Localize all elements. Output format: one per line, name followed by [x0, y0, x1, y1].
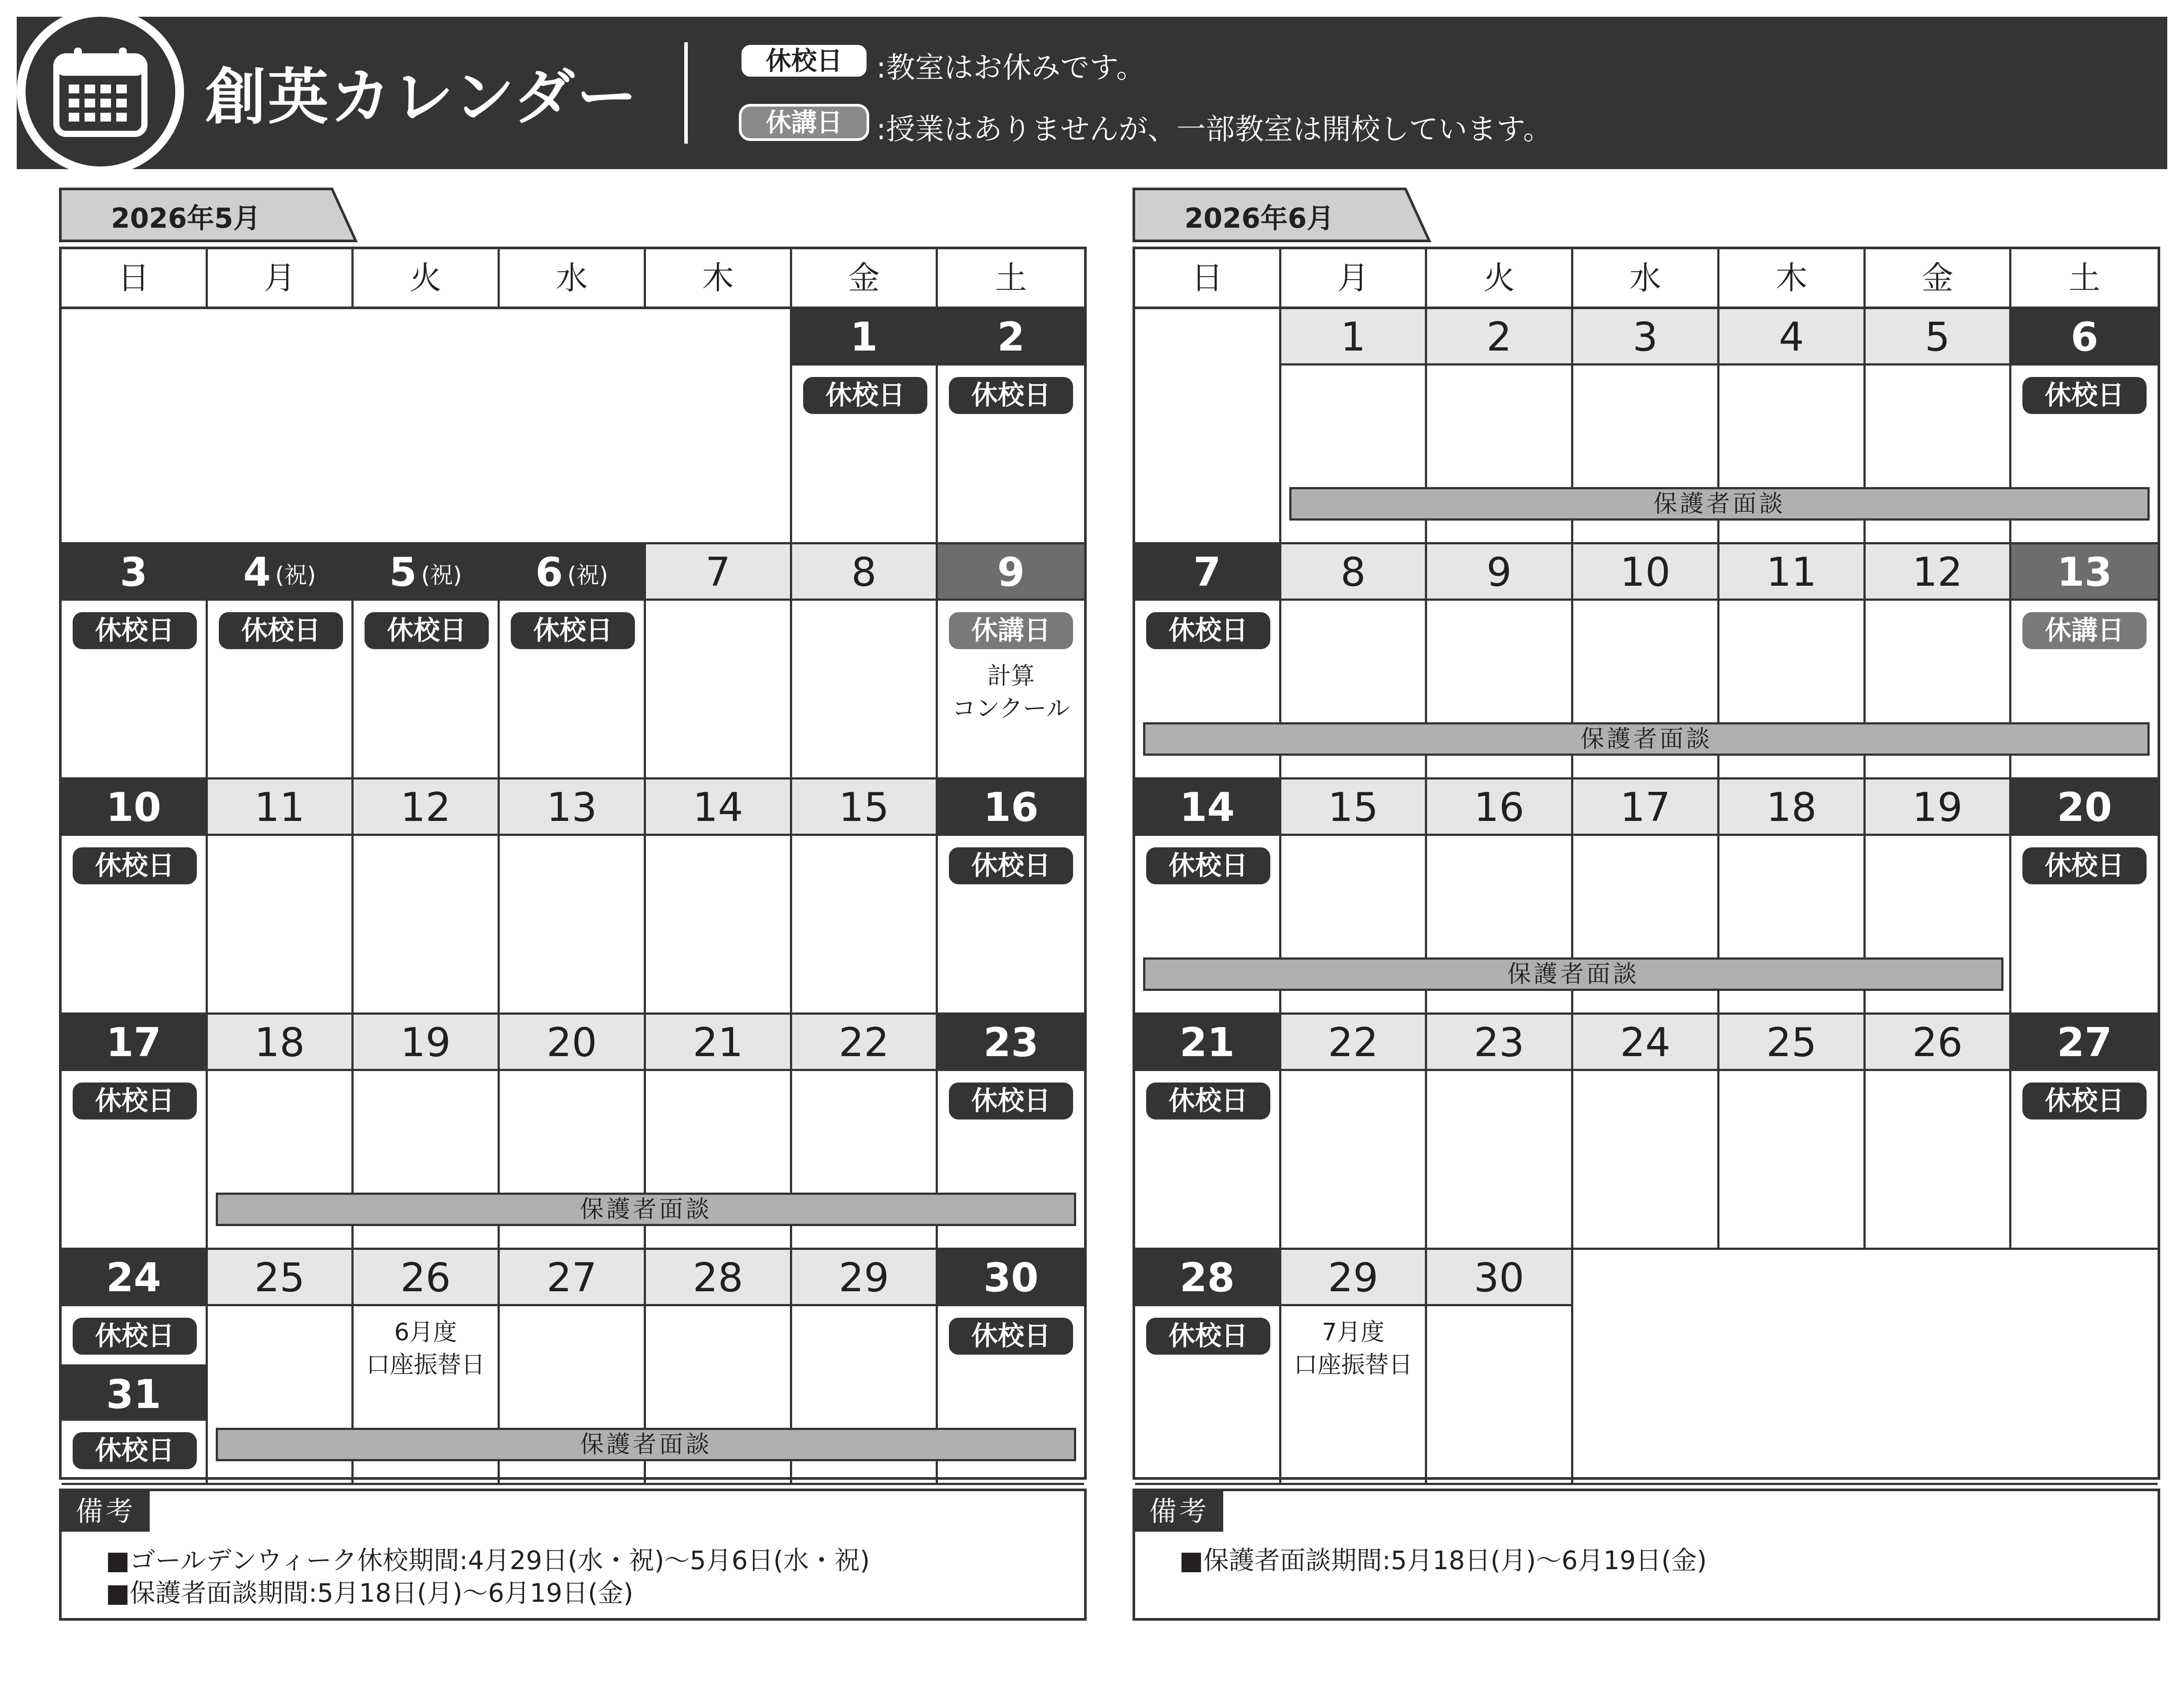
day-number	[792, 309, 936, 366]
cell-note: 口座振替日	[366, 1351, 485, 1378]
day-number-text: 8	[851, 549, 877, 595]
parent-meeting-bar: 保護者面談	[1289, 487, 2150, 521]
day-number	[1866, 544, 2009, 601]
empty-day-area	[1135, 309, 1281, 544]
day-number	[1719, 1015, 1863, 1071]
calendar-grid-june	[1133, 247, 2160, 1480]
day-cell[interactable]	[1427, 1015, 1573, 1250]
day-number-text: 13	[2057, 549, 2112, 595]
day-cell[interactable]	[208, 544, 354, 780]
day-number	[1135, 1015, 1279, 1071]
day-cell[interactable]	[938, 309, 1084, 544]
day-number-text: 22	[838, 1020, 889, 1066]
day-cell[interactable]	[62, 780, 208, 1015]
day-number-text: 27	[2057, 1020, 2112, 1066]
weekday-label: 火	[1427, 249, 1573, 307]
day-number	[500, 1250, 644, 1306]
closed-badge: 休校日	[2022, 1083, 2147, 1120]
day-number-text: 27	[546, 1255, 597, 1301]
day-number-text: 2	[1486, 314, 1512, 360]
day-number-text: 22	[1328, 1020, 1379, 1066]
day-number	[1719, 780, 1863, 836]
day-number-text: 18	[254, 1020, 305, 1066]
cell-note: 6月度	[394, 1318, 457, 1346]
day-cell[interactable]	[938, 780, 1084, 1015]
day-number	[62, 1015, 206, 1071]
day-number-text: 4	[1778, 314, 1804, 360]
weekday-label: 木	[1719, 249, 1866, 307]
day-number-text: 8	[1340, 549, 1366, 595]
day-cell[interactable]	[62, 544, 208, 780]
weekday-header-row	[1135, 249, 2158, 309]
closed-badge: 休校日	[1146, 612, 1270, 649]
calendar-grid-may	[59, 247, 1087, 1480]
day-number-text: 21	[1179, 1020, 1235, 1066]
legend-badge-closed: 休校日	[739, 42, 869, 79]
day-cell[interactable]	[938, 544, 1084, 780]
day-number	[938, 544, 1084, 601]
weekday-label: 土	[995, 259, 1027, 296]
weekday-header-row	[62, 249, 1084, 309]
day-cell[interactable]	[500, 544, 646, 780]
parent-meeting-bar: 保護者面談	[216, 1193, 1076, 1226]
day-number-text: 16	[1474, 784, 1524, 831]
day-cell[interactable]	[62, 1250, 208, 1485]
day-number-text: 6	[2070, 314, 2099, 360]
day-number-text: 11	[254, 784, 305, 831]
day-number-text: 20	[2057, 784, 2112, 831]
month-tab-may	[59, 188, 358, 242]
day-number	[938, 1250, 1084, 1306]
day-number-text: 13	[546, 784, 597, 831]
closed-badge: 休校日	[73, 612, 197, 649]
day-number	[1427, 309, 1571, 366]
day-number	[2011, 1015, 2158, 1071]
no-lecture-badge: 休講日	[949, 612, 1073, 649]
weekday-label: 木	[646, 249, 792, 307]
day-number	[1866, 780, 2009, 836]
month-tab-june	[1133, 188, 1432, 242]
cell-note: 口座振替日	[1294, 1351, 1413, 1378]
day-number	[354, 780, 498, 836]
day-cell[interactable]	[1866, 1015, 2011, 1250]
closed-badge: 休校日	[73, 847, 197, 884]
legend-text-no-lecture: :授業はありませんが、一部教室は開校しています。	[876, 112, 1552, 146]
day-number-text: 23	[1474, 1020, 1524, 1066]
day-number	[1135, 1250, 1279, 1306]
day-number-text: 14	[1179, 784, 1235, 831]
closed-badge: 休校日	[803, 377, 927, 414]
month-label: 2026年6月	[1184, 202, 1334, 234]
day-cell[interactable]	[792, 309, 938, 544]
day-number-text: 10	[1620, 549, 1671, 595]
day-number	[1866, 1015, 2009, 1071]
national-holiday-mark: (祝)	[275, 562, 316, 589]
day-number-text: 2	[997, 314, 1025, 360]
weekday-label: 月	[208, 249, 354, 307]
day-cell[interactable]	[1573, 1015, 1719, 1250]
day-number-text: 23	[983, 1020, 1039, 1066]
day-number	[1281, 544, 1425, 601]
day-number	[1427, 1250, 1571, 1306]
empty-day-area	[1573, 1250, 2158, 1485]
day-number-text: 17	[1620, 784, 1671, 831]
day-number	[2011, 780, 2158, 836]
day-number	[646, 1250, 790, 1306]
day-cell[interactable]	[354, 780, 500, 1015]
national-holiday-mark: (祝)	[567, 562, 609, 589]
notes-line: ■ゴールデンウィーク休校期間:4月29日(水・祝)〜5月6日(水・祝)	[106, 1545, 870, 1575]
day-cell[interactable]	[792, 544, 938, 780]
day-cell[interactable]	[2011, 780, 2158, 1015]
day-number	[354, 1015, 498, 1071]
notes-box-june	[1133, 1489, 2160, 1621]
day-number	[792, 544, 936, 601]
calendar-icon	[53, 45, 148, 137]
day-number-text: 4	[243, 549, 271, 595]
day-number	[500, 544, 644, 601]
day-cell[interactable]	[1719, 1015, 1866, 1250]
day-number	[2011, 544, 2158, 601]
day-number-text: 25	[1766, 1020, 1817, 1066]
day-number	[500, 1015, 644, 1071]
day-number	[646, 544, 790, 601]
day-number	[938, 1015, 1084, 1071]
day-number-text: 14	[693, 784, 743, 831]
day-cell[interactable]	[1427, 1250, 1573, 1485]
notes-line: ■保護者面談期間:5月18日(月)〜6月19日(金)	[1179, 1545, 1707, 1575]
day-number	[354, 1250, 498, 1306]
closed-badge: 休校日	[1146, 847, 1270, 884]
weekday-label: 水	[500, 249, 646, 307]
day-cell[interactable]	[500, 780, 646, 1015]
day-number-text: 30	[1474, 1255, 1524, 1301]
day-number-text: 7	[705, 549, 731, 595]
parent-meeting-bar: 保護者面談	[1143, 957, 2003, 991]
day-number	[208, 1015, 351, 1071]
day-number-text: 18	[1766, 784, 1817, 831]
weekday-label: 金	[1866, 249, 2011, 307]
day-cell[interactable]	[1281, 1250, 1427, 1485]
day-number-text: 16	[983, 784, 1039, 831]
day-number-text: 5	[389, 549, 417, 595]
day-number	[1281, 780, 1425, 836]
day-number	[1281, 1250, 1425, 1306]
day-number-text: 26	[1912, 1020, 1963, 1066]
day-number	[1135, 544, 1279, 601]
day-number-text: 9	[1486, 549, 1512, 595]
weekday-label: 火	[354, 249, 500, 307]
parent-meeting-bar: 保護者面談	[1143, 722, 2150, 756]
day-number-text: 29	[838, 1255, 889, 1301]
day-number	[1427, 544, 1571, 601]
day-number-text: 26	[400, 1255, 451, 1301]
day-number-text: 1	[1340, 314, 1366, 360]
cell-note: 7月度	[1321, 1318, 1385, 1346]
weekday-label: 金	[792, 249, 938, 307]
day-cell[interactable]	[62, 1015, 208, 1250]
day-cell[interactable]	[792, 780, 938, 1015]
day-number-text: 12	[400, 784, 451, 831]
day-number	[1573, 780, 1717, 836]
day-number	[1135, 780, 1279, 836]
day-number-text: 3	[1632, 314, 1658, 360]
day-cell[interactable]	[646, 544, 792, 780]
closed-badge: 休校日	[1146, 1083, 1270, 1120]
day-number-text: 28	[693, 1255, 743, 1301]
day-cell[interactable]	[354, 544, 500, 780]
day-cell[interactable]	[208, 780, 354, 1015]
day-number-text: 7	[1193, 549, 1221, 595]
day-number	[792, 1015, 936, 1071]
day-number-text: 6	[535, 549, 563, 595]
weekday-label: 日	[1135, 249, 1281, 307]
closed-badge: 休校日	[949, 1083, 1073, 1120]
day-number	[62, 1250, 206, 1306]
day-number-text: 20	[546, 1020, 597, 1066]
day-number	[646, 1015, 790, 1071]
page-title: 創英カレンダー	[205, 62, 639, 133]
parent-meeting-bar: 保護者面談	[216, 1428, 1076, 1461]
day-number	[1866, 309, 2009, 366]
day-number-text: 25	[254, 1255, 305, 1301]
notes-label: 備考	[62, 1491, 150, 1532]
notes-line: ■保護者面談期間:5月18日(月)〜6月19日(金)	[106, 1578, 634, 1608]
day-cell[interactable]	[646, 780, 792, 1015]
day-number	[208, 544, 351, 601]
empty-day-area	[62, 309, 792, 544]
day-number-text: 12	[1912, 549, 1963, 595]
day-cell[interactable]	[1135, 1250, 1281, 1485]
day-number-text: 19	[400, 1020, 451, 1066]
closed-badge: 休校日	[511, 612, 635, 649]
closed-badge: 休校日	[73, 1432, 197, 1469]
day-number	[1719, 309, 1863, 366]
legend-text-closed: :教室はお休みです。	[876, 51, 1145, 85]
closed-badge: 休校日	[949, 1318, 1073, 1355]
day-number	[792, 780, 936, 836]
closed-badge: 休校日	[2022, 377, 2147, 414]
day-number-text: 24	[1620, 1020, 1671, 1066]
closed-badge: 休校日	[949, 377, 1073, 414]
closed-badge: 休校日	[219, 612, 343, 649]
cell-note: 計算	[987, 662, 1035, 690]
day-number-text: 21	[693, 1020, 743, 1066]
day-number	[1427, 780, 1571, 836]
month-label: 2026年5月	[111, 202, 261, 234]
day-number	[1281, 1015, 1425, 1071]
day-number	[792, 1250, 936, 1306]
day-number-text: 15	[1328, 784, 1379, 831]
no-lecture-badge: 休講日	[2022, 612, 2147, 649]
day-number	[938, 309, 1084, 366]
day-number	[208, 1250, 351, 1306]
day-number-text: 10	[106, 784, 162, 831]
closed-badge: 休校日	[949, 847, 1073, 884]
closed-badge: 休校日	[1146, 1318, 1270, 1355]
day-number	[354, 544, 498, 601]
day-number: 31	[62, 1364, 206, 1421]
day-number	[1719, 544, 1863, 601]
weekday-label: 月	[1281, 249, 1427, 307]
day-number-text: 3	[120, 549, 148, 595]
day-number	[1573, 544, 1717, 601]
day-number	[1573, 309, 1717, 366]
day-cell[interactable]	[1135, 1015, 1281, 1250]
day-number	[938, 780, 1084, 836]
closed-badge: 休校日	[2022, 847, 2147, 884]
notes-box-may	[59, 1489, 1087, 1621]
day-cell[interactable]	[1281, 1015, 1427, 1250]
day-number-text: 30	[983, 1255, 1039, 1301]
closed-badge: 休校日	[73, 1318, 197, 1355]
day-number-text: 9	[997, 549, 1025, 595]
day-number	[500, 780, 644, 836]
cell-note: コンクール	[952, 695, 1070, 722]
day-number-text: 15	[838, 784, 889, 831]
day-number-text: 1	[850, 314, 878, 360]
day-number	[1281, 309, 1425, 366]
weekday-label: 土	[2068, 259, 2100, 296]
day-number	[208, 780, 351, 836]
day-number-text: 29	[1328, 1255, 1379, 1301]
legend-badge-no-lecture: 休講日	[739, 104, 869, 141]
day-number	[1573, 1015, 1717, 1071]
day-number	[62, 780, 206, 836]
weekday-label: 日	[62, 249, 208, 307]
notes-label: 備考	[1135, 1491, 1223, 1532]
title-divider	[684, 42, 688, 144]
weekday-label: 水	[1573, 249, 1719, 307]
day-number-text: 11	[1766, 549, 1817, 595]
day-number-text: 17	[106, 1020, 162, 1066]
day-number-text: 19	[1912, 784, 1963, 831]
day-cell[interactable]	[2011, 1015, 2158, 1250]
day-number-text: 28	[1179, 1255, 1235, 1301]
day-number-text: 24	[106, 1255, 162, 1301]
national-holiday-mark: (祝)	[421, 562, 462, 589]
day-number-text: 5	[1925, 314, 1950, 360]
closed-badge: 休校日	[73, 1083, 197, 1120]
closed-badge: 休校日	[365, 612, 489, 649]
day-number	[646, 780, 790, 836]
day-number	[2011, 309, 2158, 366]
day-number	[1427, 1015, 1571, 1071]
day-number	[62, 544, 206, 601]
